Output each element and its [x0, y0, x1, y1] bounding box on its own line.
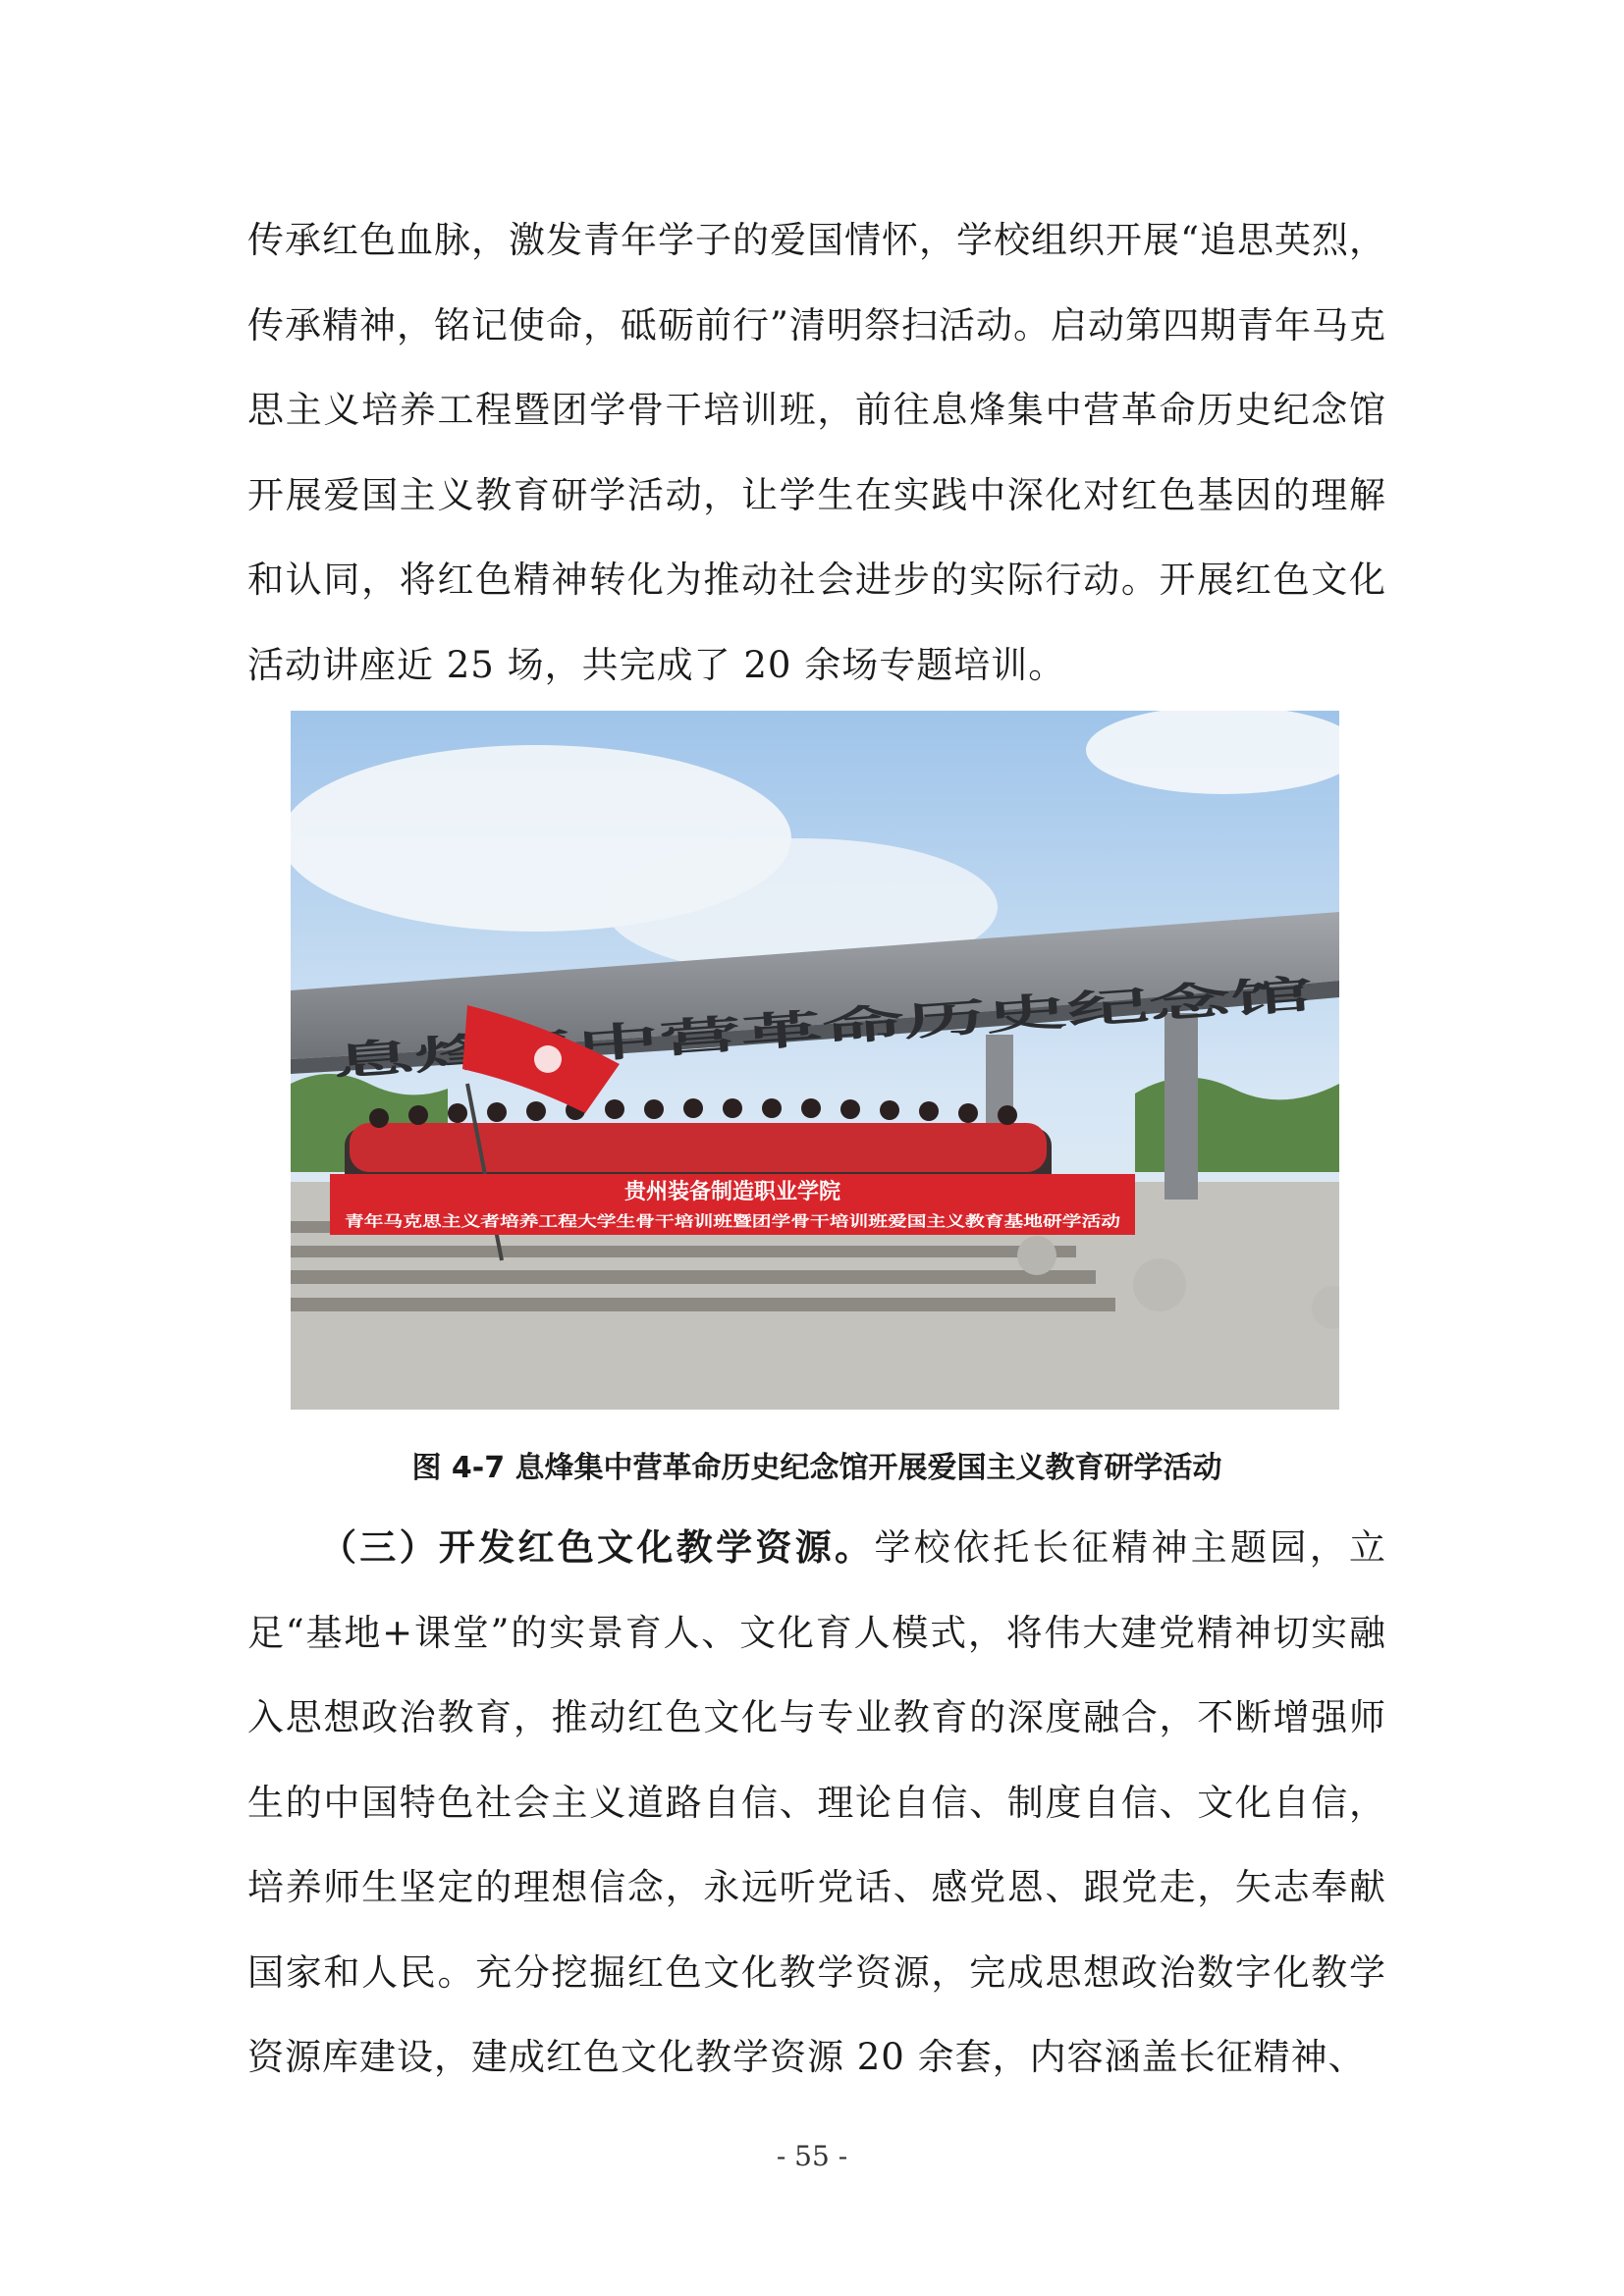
- figure-caption: 图 4-7 息烽集中营革命历史纪念馆开展爱国主义教育研学活动: [411, 1451, 1222, 1485]
- banner-text-line-1: 贵州装备制造职业学院: [623, 1180, 841, 1204]
- section-heading: （三）开发红色文化教学资源。: [320, 1526, 875, 1569]
- arch-pillar: [1164, 1013, 1198, 1200]
- stone-ball: [1017, 1236, 1056, 1275]
- body-paragraph-1: 传承红色血脉，激发青年学子的爱国情怀，学校组织开展“追思英烈，传承精神，铭记使命，砥砺前行”清明祭扫活动。启动第四期青年马克思主义培养工程暨团学骨干培训班，前往息烽集中营革命历史纪念馆开展爱国主义教育研学活动，让学生在实践中深化对红色基因的理解和认同，将红色精神转化为推动社会进步的实际行动。开展红色文化活动讲座近 25 场，共完成了 20 余场专题培训。: [247, 219, 1386, 686]
- stone-ball: [1133, 1258, 1186, 1311]
- memorial-group-photo: [291, 711, 1339, 1410]
- banner-text-line-2: 青年马克思主义者培养工程大学生骨干培训班暨团学骨干培训班爱国主义教育基地研学活动: [345, 1212, 1120, 1230]
- page-number: - 55 -: [776, 2140, 848, 2172]
- steps: [291, 1298, 1115, 1311]
- steps: [291, 1246, 1076, 1257]
- section-body: 学校依托长征精神主题园，立足“基地+课堂”的实景育人、文化育人模式，将伟大建党精神切实融入思想政治教育，推动红色文化与专业教育的深度融合，不断增强师生的中国特色社会主义道路自信、理论自信、制度自信、文化自信，培养师生坚定的理想信念，永远听党话、感党恩、跟党走，矢志奉献国家和人民。充分挖掘红色文化教学资源，完成思想政治数字化教学资源库建设，建成红色文化教学资源 20 余套，内容涵盖长征精神、: [247, 1526, 1387, 2078]
- steps: [291, 1270, 1096, 1284]
- body-paragraph-2: [247, 1506, 1386, 2101]
- flag-emblem: [534, 1045, 562, 1073]
